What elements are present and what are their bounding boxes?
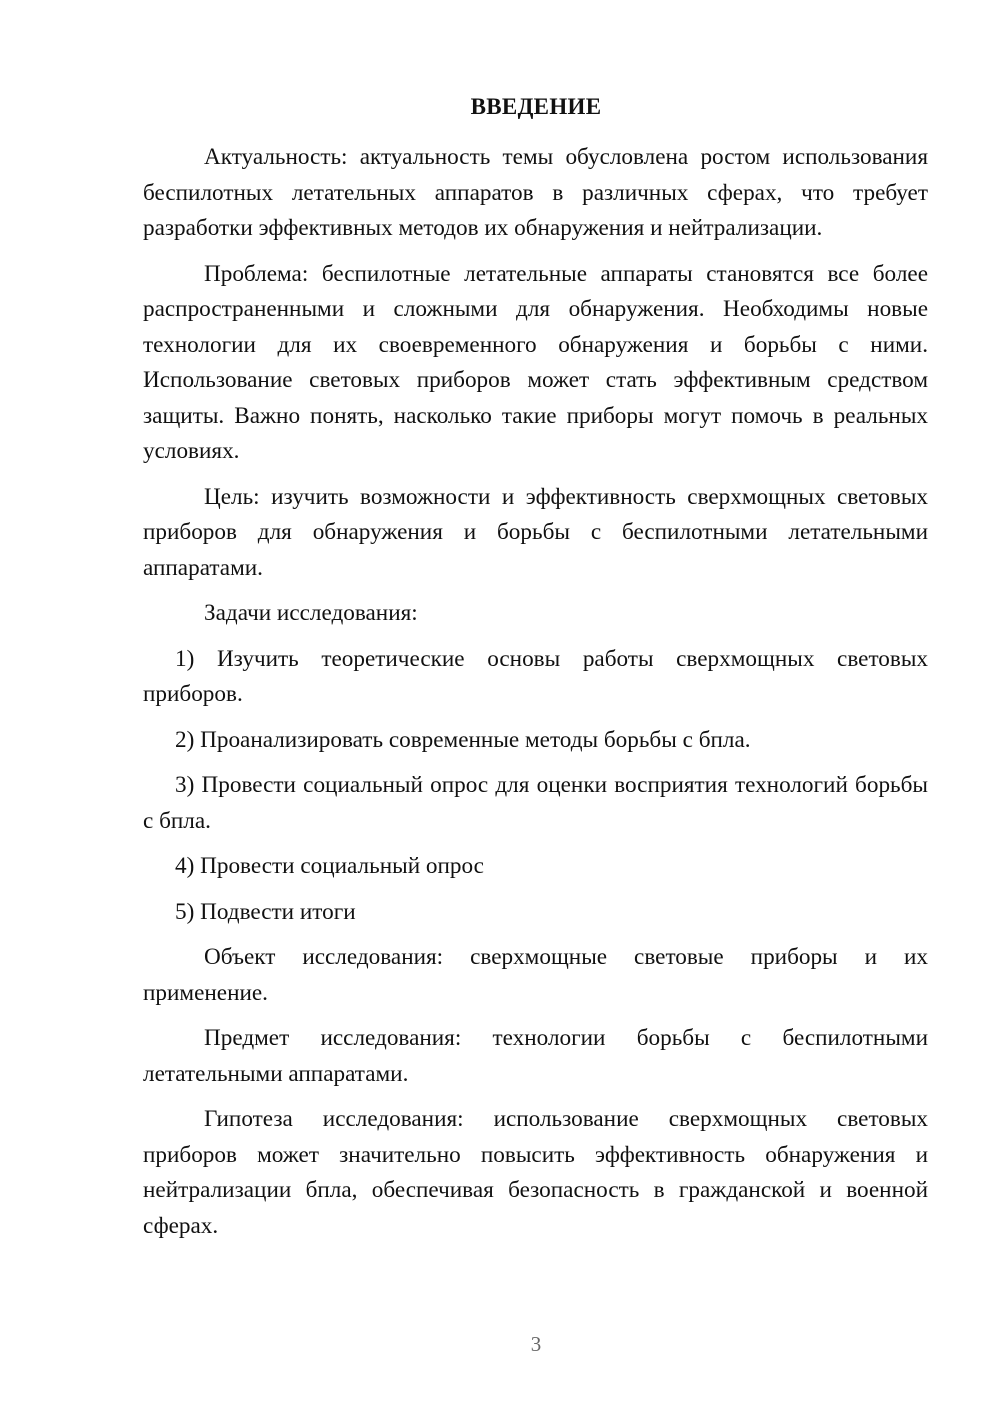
- document-body: [143, 140, 928, 1254]
- task-item: 2) Проанализировать современные методы борьбы с бпла.: [175, 726, 751, 753]
- hypothesis-paragraph: Гипотеза исследования: использование сверхмощных световых приборов может значительно повысить эффективность обнаружения и нейтрализации бпла, обеспечивая безопасность в гражданской и военной сферах.: [143, 1106, 928, 1239]
- task-item: 5) Подвести итоги: [175, 898, 356, 925]
- page-title: ВВЕДЕНИЕ: [470, 94, 602, 119]
- task-item: 4) Провести социальный опрос: [175, 853, 484, 879]
- tasks-heading: Задачи исследования:: [204, 600, 418, 626]
- problem-paragraph: Проблема: беспилотные летательные аппараты становятся все более распространенными и сложными для обнаружения. Необходимы новые технологии для их своевременного обнаружения и борьбы с ними. Использование световых приборов может стать эффективным средством защиты. Важно понять, насколько такие приборы могут помочь в реальных условиях.: [143, 260, 928, 464]
- goal-paragraph: Цель: изучить возможности и эффективность сверхмощных световых приборов для обнаружения и борьбы с беспилотными летательными аппаратами.: [143, 483, 928, 581]
- subject-paragraph: Предмет исследования: технологии борьбы с беспилотными летательными аппаратами.: [143, 1025, 928, 1087]
- relevance-paragraph: Актуальность: актуальность темы обусловлена ростом использования беспилотных летательных аппаратов в различных сферах, что требует разработки эффективных методов их обнаружения и нейтрализации.: [143, 144, 928, 241]
- page-number: 3: [530, 1332, 542, 1356]
- task-item: 1) Изучить теоретические основы работы сверхмощных световых приборов.: [143, 645, 928, 707]
- object-paragraph: Объект исследования: сверхмощные световые приборы и их применение.: [143, 944, 928, 1006]
- task-item: 3) Провести социальный опрос для оценки восприятия технологий борьбы с бпла.: [143, 772, 928, 834]
